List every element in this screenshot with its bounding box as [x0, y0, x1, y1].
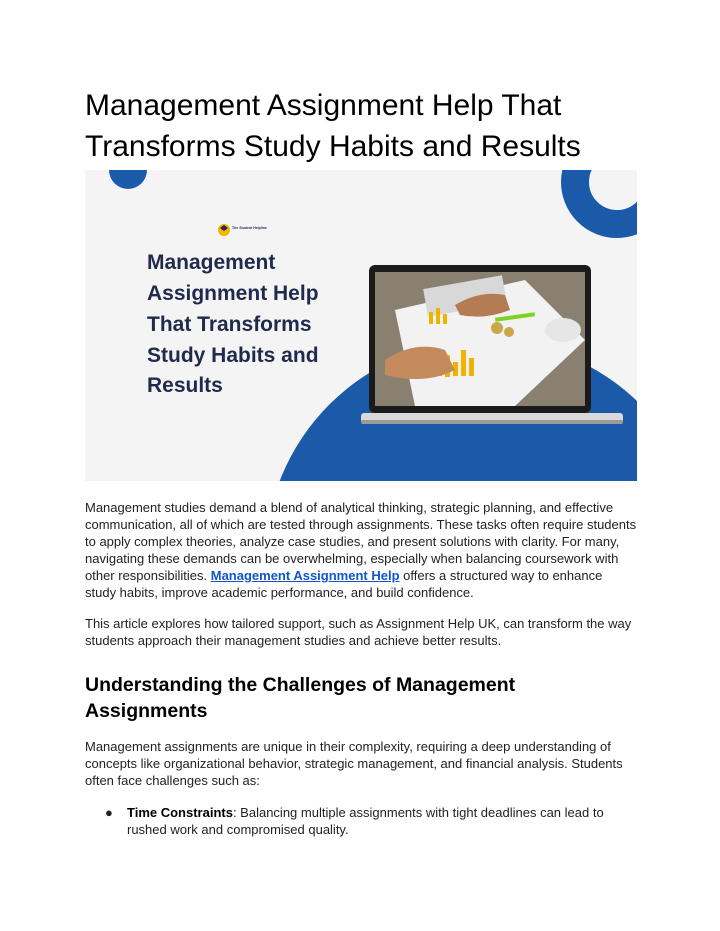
- hero-heading-line: Study Habits and: [147, 344, 319, 367]
- list-item-description: : Balancing multiple assignments with tight deadlines can lead to rushed work and compromised quality.: [127, 805, 604, 837]
- hero-heading-line: Assignment Help: [147, 282, 319, 305]
- hero-banner-image: [85, 170, 637, 481]
- section-heading: Understanding the Challenges of Management Assignments: [85, 674, 516, 722]
- intro-text-before-link: Management studies demand a blend of analytical thinking, strategic planning, and effective communication, all of which are tested through assignments. These tasks often require students to apply complex theories, analyze case studies, and present solutions with clarity. For many, navigating these demands can be overwhelming, especially when balancing coursework with other responsibilities.: [85, 500, 637, 583]
- laptop-illustration: [361, 265, 623, 424]
- hero-heading-line: Management: [147, 251, 276, 274]
- section-paragraph: Management assignments are unique in their complexity, requiring a deep understanding of concepts like organizational behavior, strategic management, and financial analysis. Students often face challenges such as:: [85, 739, 623, 788]
- hero-heading-line: That Transforms: [147, 313, 312, 336]
- intro-text-after-link: offers a structured way to enhance study habits, improve academic performance, and build confidence.: [85, 568, 603, 600]
- list-item-label: Time Constraints: [127, 805, 233, 820]
- list-item-text: [127, 804, 637, 838]
- intro-paragraph-2: This article explores how tailored support, such as Assignment Help UK, can transform the way students approach their management studies and achieve better results.: [85, 616, 632, 648]
- hero-heading-line: Results: [147, 374, 223, 397]
- management-assignment-help-link[interactable]: Management Assignment Help: [210, 568, 400, 583]
- bullet-dot-icon: ●: [105, 805, 113, 820]
- page-title: Management Assignment Help That Transforms Study Habits and Results: [85, 89, 581, 163]
- logo-text: The Student Helpline: [232, 226, 267, 230]
- intro-paragraph-1: [85, 499, 637, 601]
